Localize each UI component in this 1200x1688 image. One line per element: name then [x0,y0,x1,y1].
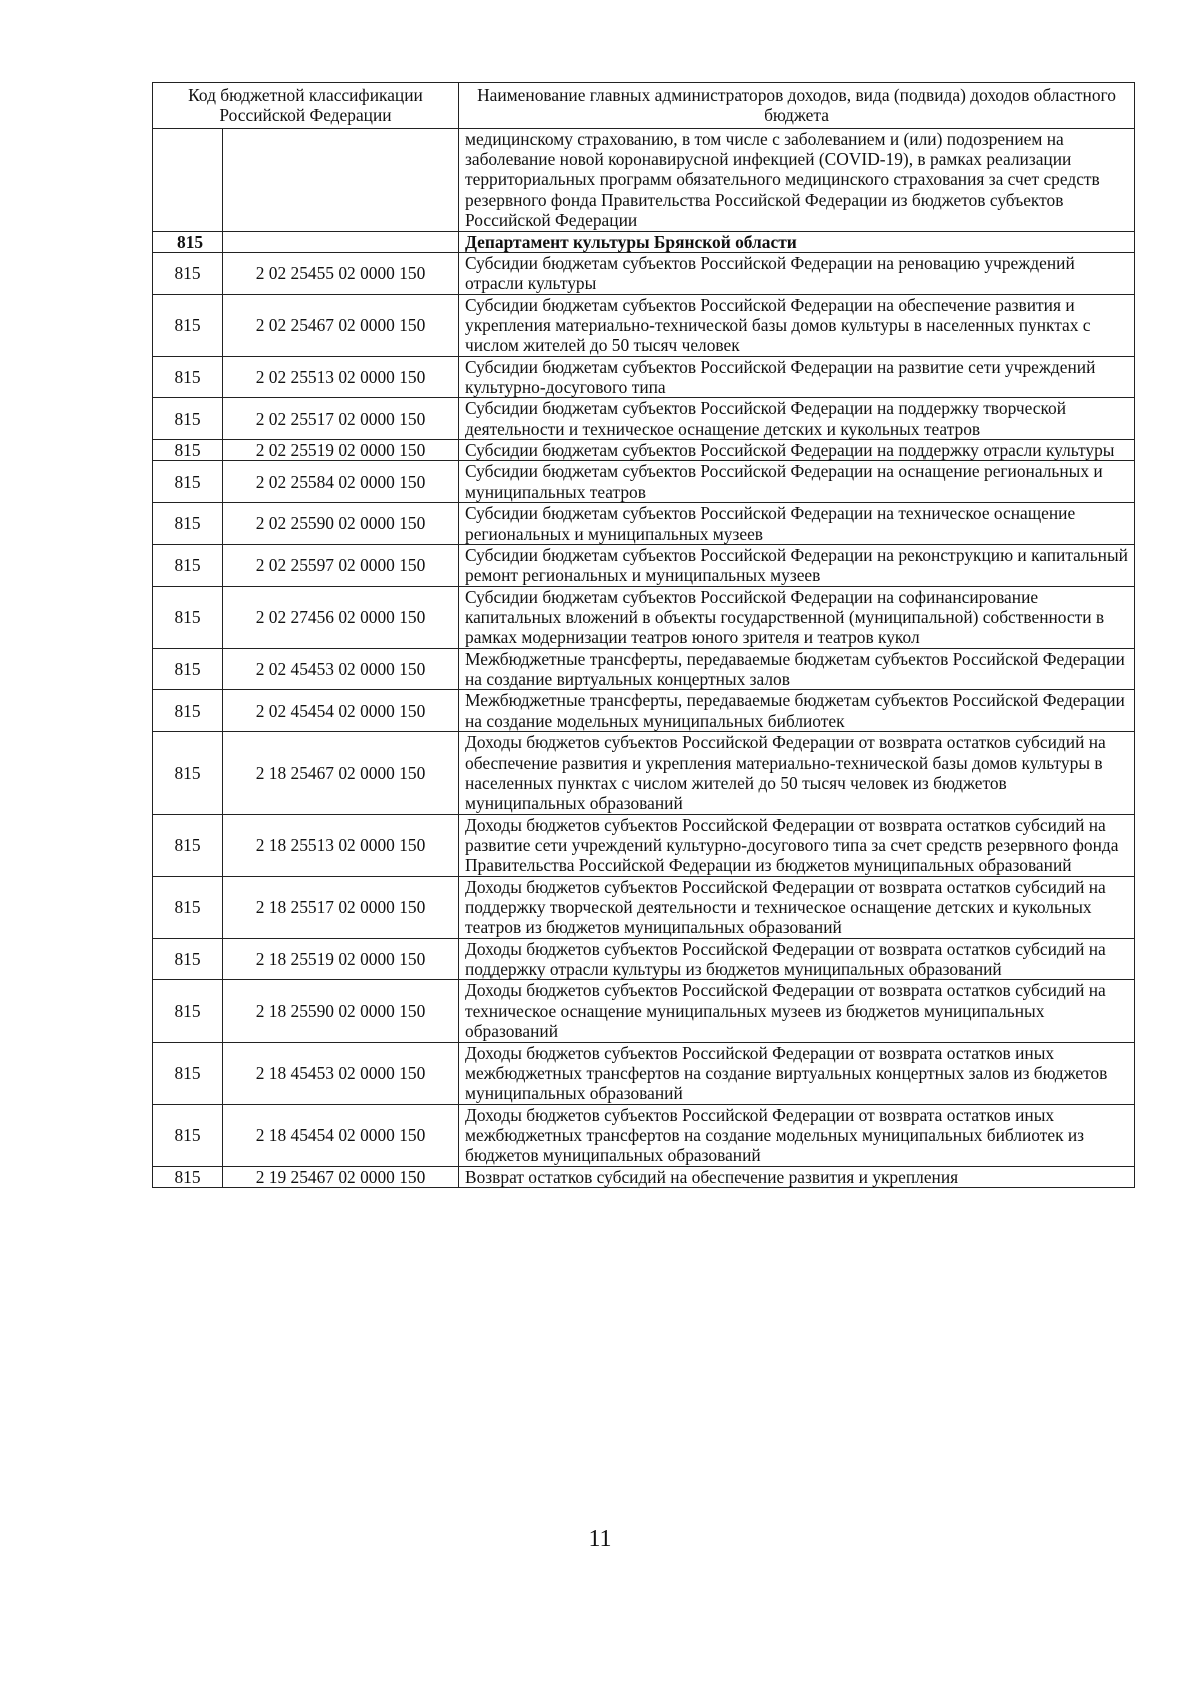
income-name-cell: Доходы бюджетов субъектов Российской Федерации от возврата остатков субсидий на поддержку отрасли культуры из бюджетов муниципальных образований [459,938,1135,980]
budget-code-cell: 2 02 25597 02 0000 150 [223,544,459,586]
table-row [153,294,1135,356]
table-row [153,586,1135,648]
table-row [153,1166,1135,1187]
table-row [153,1042,1135,1104]
budget-code-cell: 2 02 45453 02 0000 150 [223,648,459,690]
budget-code-cell: 2 02 25513 02 0000 150 [223,356,459,398]
table-row [153,732,1135,814]
admin-code-cell: 815 [153,876,223,938]
table-row [153,690,1135,732]
admin-code-cell [153,128,223,231]
budget-code-cell: 2 02 45454 02 0000 150 [223,690,459,732]
budget-code-cell [223,231,459,252]
table-row [153,980,1135,1042]
table-row [153,461,1135,503]
income-name-cell: Возврат остатков субсидий на обеспечение развития и укрепления [459,1166,1135,1187]
page-number: 11 [588,1526,612,1552]
budget-code-cell: 2 02 27456 02 0000 150 [223,586,459,648]
header-administrator-name: Наименование главных администраторов доходов, вида (подвида) доходов областного бюджета [459,83,1135,129]
income-name-cell: Департамент культуры Брянской области [459,231,1135,252]
budget-code-cell: 2 02 25455 02 0000 150 [223,252,459,294]
admin-code-cell: 815 [153,252,223,294]
table-row [153,938,1135,980]
table-row [153,356,1135,398]
table-row [153,398,1135,440]
admin-code-cell: 815 [153,231,223,252]
income-name-cell: Субсидии бюджетам субъектов Российской Федерации на оснащение региональных и муниципальных театров [459,461,1135,503]
budget-code-cell: 2 19 25467 02 0000 150 [223,1166,459,1187]
admin-code-cell: 815 [153,1104,223,1166]
budget-code-cell: 2 02 25519 02 0000 150 [223,440,459,461]
income-name-cell: медицинскому страхованию, в том числе с заболеванием и (или) подозрением на заболевание новой коронавирусной инфекцией (COVID-19), в рамках реализации территориальных программ обязательного медицинского страхования за счет средств резервного фонда Правительства Российской Федерации из бюджетов субъектов Российской Федерации [459,128,1135,231]
income-name-cell: Доходы бюджетов субъектов Российской Федерации от возврата остатков субсидий на обеспечение развития и укрепления материально-технической базы домов культуры в населенных пунктах с числом жителей до 50 тысяч человек из бюджетов муниципальных образований [459,732,1135,814]
table-row [153,252,1135,294]
table-header-row [153,83,1135,129]
budget-code-cell [223,128,459,231]
budget-code-cell: 2 18 45453 02 0000 150 [223,1042,459,1104]
income-name-cell: Доходы бюджетов субъектов Российской Федерации от возврата остатков иных межбюджетных трансфертов на создание виртуальных концертных залов из бюджетов муниципальных образований [459,1042,1135,1104]
table-row [153,440,1135,461]
income-name-cell: Субсидии бюджетам субъектов Российской Федерации на поддержку отрасли культуры [459,440,1135,461]
income-name-cell: Субсидии бюджетам субъектов Российской Федерации на техническое оснащение региональных и муниципальных музеев [459,503,1135,545]
table-row [153,648,1135,690]
income-name-cell: Субсидии бюджетам субъектов Российской Федерации на обеспечение развития и укрепления материально-технической базы домов культуры в населенных пунктах с числом жителей до 50 тысяч человек [459,294,1135,356]
income-name-cell: Доходы бюджетов субъектов Российской Федерации от возврата остатков субсидий на развитие сети учреждений культурно-досугового типа за счет средств резервного фонда Правительства Российской Федерации из бюджетов муниципальных образований [459,814,1135,876]
admin-code-cell: 815 [153,294,223,356]
admin-code-cell: 815 [153,586,223,648]
table-row [153,544,1135,586]
income-name-cell: Межбюджетные трансферты, передаваемые бюджетам субъектов Российской Федерации на создание виртуальных концертных залов [459,648,1135,690]
table-row [153,876,1135,938]
admin-code-cell: 815 [153,356,223,398]
admin-code-cell: 815 [153,732,223,814]
income-name-cell: Доходы бюджетов субъектов Российской Федерации от возврата остатков субсидий на поддержку творческой деятельности и техническое оснащение детских и кукольных театров из бюджетов муниципальных образований [459,876,1135,938]
admin-code-cell: 815 [153,1042,223,1104]
budget-code-cell: 2 02 25590 02 0000 150 [223,503,459,545]
budget-code-cell: 2 18 25517 02 0000 150 [223,876,459,938]
admin-code-cell: 815 [153,461,223,503]
table-row [153,814,1135,876]
income-name-cell: Межбюджетные трансферты, передаваемые бюджетам субъектов Российской Федерации на создание модельных муниципальных библиотек [459,690,1135,732]
table-body [153,128,1135,1187]
income-name-cell: Субсидии бюджетам субъектов Российской Федерации на реконструкцию и капитальный ремонт региональных и муниципальных музеев [459,544,1135,586]
table-row [153,1104,1135,1166]
budget-code-cell: 2 18 25513 02 0000 150 [223,814,459,876]
income-name-cell: Доходы бюджетов субъектов Российской Федерации от возврата остатков субсидий на техническое оснащение муниципальных музеев из бюджетов муниципальных образований [459,980,1135,1042]
income-name-cell: Субсидии бюджетам субъектов Российской Федерации на развитие сети учреждений культурно-досугового типа [459,356,1135,398]
admin-code-cell: 815 [153,938,223,980]
budget-code-cell: 2 18 45454 02 0000 150 [223,1104,459,1166]
admin-code-cell: 815 [153,398,223,440]
admin-code-cell: 815 [153,980,223,1042]
table-row [153,503,1135,545]
admin-code-cell: 815 [153,690,223,732]
header-budget-code: Код бюджетной классификации Российской Федерации [153,83,459,129]
budget-code-cell: 2 18 25590 02 0000 150 [223,980,459,1042]
admin-code-cell: 815 [153,544,223,586]
budget-code-cell: 2 02 25467 02 0000 150 [223,294,459,356]
admin-code-cell: 815 [153,503,223,545]
income-name-cell: Субсидии бюджетам субъектов Российской Федерации на поддержку творческой деятельности и техническое оснащение детских и кукольных театров [459,398,1135,440]
budget-code-cell: 2 02 25517 02 0000 150 [223,398,459,440]
income-name-cell: Субсидии бюджетам субъектов Российской Федерации на софинансирование капитальных вложений в объекты государственной (муниципальной) собственности в рамках модернизации театров юного зрителя и театров кукол [459,586,1135,648]
budget-code-cell: 2 18 25519 02 0000 150 [223,938,459,980]
admin-code-cell: 815 [153,814,223,876]
budget-classification-table [152,82,1135,1188]
admin-code-cell: 815 [153,440,223,461]
income-name-cell: Субсидии бюджетам субъектов Российской Федерации на реновацию учреждений отрасли культуры [459,252,1135,294]
admin-code-cell: 815 [153,1166,223,1187]
admin-code-cell: 815 [153,648,223,690]
budget-code-cell: 2 02 25584 02 0000 150 [223,461,459,503]
table-row [153,128,1135,231]
department-row [153,231,1135,252]
income-name-cell: Доходы бюджетов субъектов Российской Федерации от возврата остатков иных межбюджетных трансфертов на создание модельных муниципальных библиотек из бюджетов муниципальных образований [459,1104,1135,1166]
budget-code-cell: 2 18 25467 02 0000 150 [223,732,459,814]
